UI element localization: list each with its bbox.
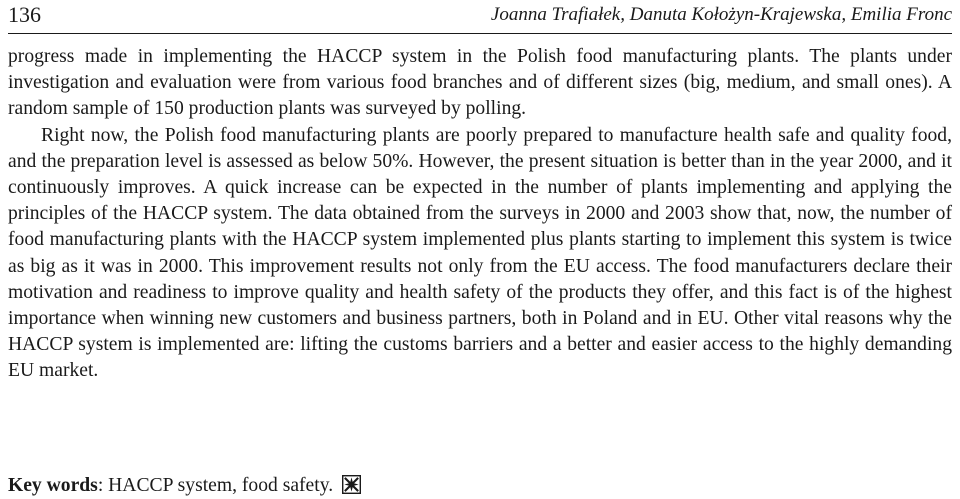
decorative-ornament-icon — [342, 475, 361, 494]
keywords-line — [8, 473, 361, 499]
abstract — [8, 44, 952, 385]
abstract-paragraph: progress made in implementing the HACCP system in the Polish food manufacturing plants. The plants under investigation and evaluation were from various food branches and of different sizes (big, medium, and small ones). A random sample of 150 production plants was surveyed by polling. — [8, 46, 952, 120]
running-head — [8, 0, 952, 30]
header-rule — [8, 33, 952, 34]
abstract-paragraph: Right now, the Polish food manufacturing plants are poorly prepared to manufacture health safe and quality food, and the preparation level is assessed as below 50%. However, the present situation is better than in the year 2000, and it continuously improves. A quick increase can be expected in the number of plants implementing and applying the principles of the HACCP system. The data obtained from the surveys in 2000 and 2003 show that, now, the number of food manufacturing plants with the HACCP system implemented plus plants starting to implement this system is twice as big as it was in 2000. This improvement results not only from the EU access. The food manufacturers declare their motivation and readiness to improve quality and health safety of the products they offer, and this fact is of the highest importance when winning new customers and business partners, both in Poland and in EU. Other vital reasons why the HACCP system is implemented are: lifting the customs barriers and a better and easier access to the highly demanding EU market. — [8, 124, 952, 382]
paper-page — [8, 0, 952, 499]
running-head-authors: Joanna Trafiałek, Danuta Kołożyn-Krajewska, Emilia Fronc — [490, 4, 952, 25]
keywords-value: HACCP system, food safety. — [108, 475, 334, 496]
keywords-label: Key words — [8, 475, 98, 496]
page-number: 136 — [8, 2, 41, 27]
keywords-separator: : — [97, 475, 109, 496]
